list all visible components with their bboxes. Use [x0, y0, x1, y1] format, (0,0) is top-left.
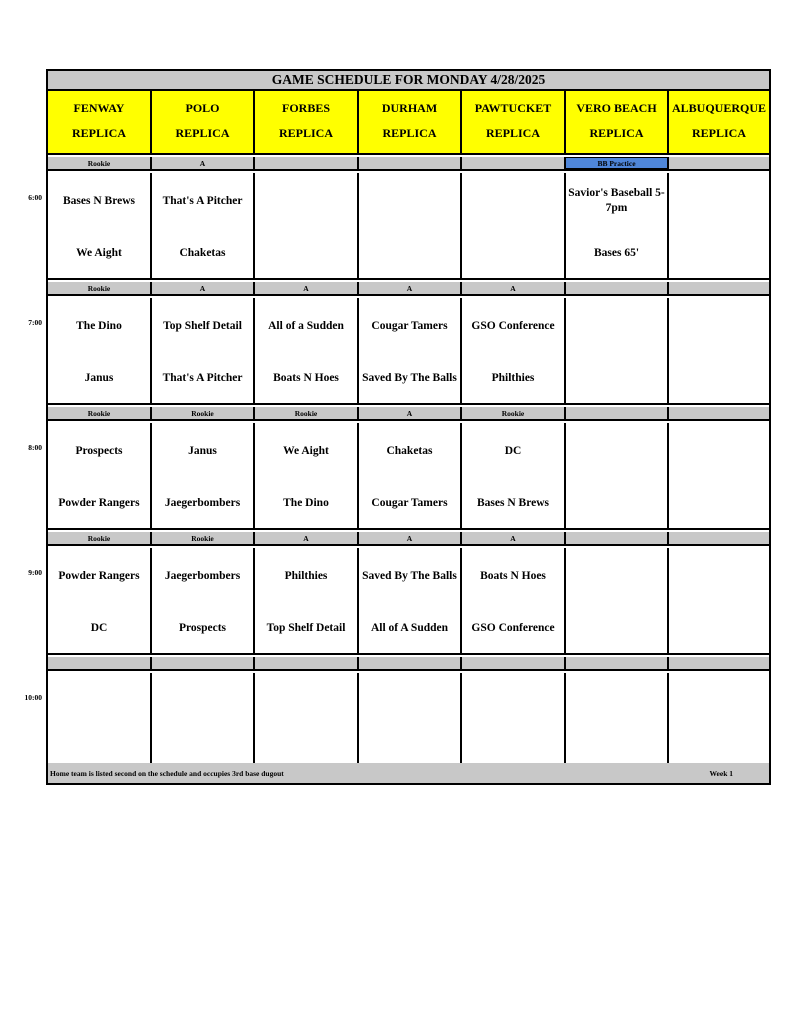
- field-sub: REPLICA: [382, 126, 437, 140]
- home-team: Boats N Hoes: [273, 371, 339, 384]
- field-name: FENWAY: [73, 101, 125, 115]
- away-team: [568, 685, 665, 717]
- division-row: [48, 532, 769, 546]
- game-cell: [152, 423, 255, 528]
- game-cell: [566, 548, 669, 653]
- game-cell: [566, 298, 669, 403]
- division-label: [566, 282, 669, 294]
- home-team: [671, 362, 767, 394]
- field-header-albuquerque: [669, 91, 769, 153]
- field-name: FORBES: [281, 101, 330, 115]
- field-header-durham: [359, 91, 462, 153]
- away-team: Top Shelf Detail: [163, 319, 242, 332]
- away-team: [361, 185, 458, 217]
- away-team: Cougar Tamers: [371, 319, 448, 332]
- home-team: [257, 237, 355, 269]
- away-team: All of a Sudden: [268, 319, 344, 332]
- division-row: [48, 407, 769, 421]
- game-cell: [462, 548, 566, 653]
- home-team: [671, 487, 767, 519]
- division-label: A: [152, 157, 255, 169]
- home-team: Powder Rangers: [58, 496, 140, 509]
- field-name: ALBUQUERQUE: [671, 101, 766, 115]
- away-team: That's A Pitcher: [162, 194, 243, 207]
- time-label: 6:00: [28, 193, 42, 202]
- division-label: [566, 532, 669, 544]
- game-cell: [669, 423, 769, 528]
- away-team: Bases N Brews: [63, 194, 135, 207]
- game-cell: [669, 298, 769, 403]
- field-sub: REPLICA: [691, 126, 746, 140]
- division-label: [669, 407, 769, 419]
- game-cell: [462, 423, 566, 528]
- away-team: Saved By The Balls: [362, 569, 457, 582]
- home-team: All of A Sudden: [370, 621, 449, 634]
- division-label: Rookie: [48, 407, 152, 419]
- away-team: GSO Conference: [471, 319, 555, 332]
- game-cell: [359, 173, 462, 278]
- schedule-title-bar: [48, 71, 769, 91]
- game-cell: [359, 423, 462, 528]
- division-label: A: [255, 282, 359, 294]
- field-sub: REPLICA: [278, 126, 333, 140]
- division-label: A: [462, 282, 566, 294]
- game-cell: [48, 298, 152, 403]
- time-label: 8:00: [28, 443, 42, 452]
- away-team: Prospects: [75, 444, 123, 457]
- division-label: [669, 282, 769, 294]
- home-team: Saved By The Balls: [362, 371, 457, 384]
- field-sub: REPLICA: [71, 126, 126, 140]
- away-team: [361, 685, 458, 717]
- schedule-table: [46, 69, 771, 785]
- footer-note: Home team is listed second on the schedule and occupies 3rd base dugout: [50, 768, 284, 778]
- division-label: A: [462, 532, 566, 544]
- division-row: [48, 282, 769, 296]
- footer-bar: [48, 763, 769, 783]
- away-team: [50, 685, 148, 717]
- game-cell: [669, 548, 769, 653]
- division-label: [566, 407, 669, 419]
- division-label: A: [255, 532, 359, 544]
- game-cell: [669, 173, 769, 278]
- division-label: A: [359, 407, 462, 419]
- game-cell: [152, 298, 255, 403]
- division-label: [669, 532, 769, 544]
- field-name: POLO: [185, 101, 220, 115]
- time-label: 9:00: [28, 568, 42, 577]
- field-sub: REPLICA: [175, 126, 230, 140]
- time-slot-row: [48, 173, 769, 280]
- time-label: 7:00: [28, 318, 42, 327]
- week-label: Week 1: [709, 768, 733, 778]
- away-team: [671, 685, 767, 717]
- away-team: Philthies: [284, 569, 328, 582]
- game-cell: [359, 548, 462, 653]
- time-slot-row: [48, 298, 769, 405]
- home-team: Bases N Brews: [477, 496, 549, 509]
- division-label: [462, 657, 566, 669]
- field-name: VERO BEACH: [576, 101, 657, 115]
- home-team: [568, 612, 665, 644]
- division-row: [48, 157, 769, 171]
- field-header-row: [48, 91, 769, 155]
- field-name: DURHAM: [381, 101, 438, 115]
- game-cell: [359, 298, 462, 403]
- away-team: Powder Rangers: [58, 569, 140, 582]
- home-team: That's A Pitcher: [162, 371, 243, 384]
- field-header-vero-beach: [566, 91, 669, 153]
- away-team: [257, 185, 355, 217]
- home-team: GSO Conference: [471, 621, 555, 634]
- division-label: Rookie: [462, 407, 566, 419]
- division-label: [669, 657, 769, 669]
- game-cell: [48, 173, 152, 278]
- home-team: [568, 487, 665, 519]
- away-team: [568, 310, 665, 342]
- division-label: Rookie: [48, 532, 152, 544]
- away-team: [671, 435, 767, 467]
- division-label: [359, 157, 462, 169]
- field-sub: REPLICA: [589, 126, 644, 140]
- game-cell: [48, 548, 152, 653]
- home-team: We Aight: [76, 246, 122, 259]
- away-team: Jaegerbombers: [164, 569, 241, 582]
- game-cell: [566, 173, 669, 278]
- division-label: Rookie: [152, 407, 255, 419]
- game-cell: [48, 423, 152, 528]
- home-team: Philthies: [491, 371, 535, 384]
- home-team: [568, 362, 665, 394]
- away-team: [568, 435, 665, 467]
- game-cell: [566, 423, 669, 528]
- away-team: [464, 185, 562, 217]
- away-team: [257, 685, 355, 717]
- division-row: [48, 657, 769, 671]
- time-slot-row: [48, 423, 769, 530]
- division-label: A: [359, 282, 462, 294]
- game-cell: [255, 548, 359, 653]
- away-team: The Dino: [76, 319, 122, 332]
- division-label: A: [152, 282, 255, 294]
- home-team: Top Shelf Detail: [266, 621, 346, 634]
- time-slot-row: [48, 548, 769, 655]
- away-team: [671, 560, 767, 592]
- away-team: We Aight: [283, 444, 329, 457]
- home-team: Cougar Tamers: [371, 496, 448, 509]
- division-label: [566, 657, 669, 669]
- home-team: [671, 237, 767, 269]
- field-header-forbes: [255, 91, 359, 153]
- home-team: Jaegerbombers: [164, 496, 241, 509]
- game-cell: [462, 173, 566, 278]
- away-team: [154, 685, 251, 717]
- game-cell: [152, 173, 255, 278]
- division-label: Rookie: [48, 157, 152, 169]
- division-label: Rookie: [48, 282, 152, 294]
- division-label: [359, 657, 462, 669]
- away-team: Savior's Baseball 5-7pm: [568, 187, 665, 214]
- home-team: Bases 65': [593, 246, 640, 259]
- game-cell: [462, 298, 566, 403]
- game-cell: [152, 548, 255, 653]
- home-team: The Dino: [283, 496, 329, 509]
- field-sub: REPLICA: [485, 126, 540, 140]
- away-team: [464, 685, 562, 717]
- division-label: [255, 157, 359, 169]
- field-header-fenway: [48, 91, 152, 153]
- away-team: Chaketas: [386, 444, 433, 457]
- field-header-polo: [152, 91, 255, 153]
- home-team: [361, 237, 458, 269]
- schedule-title: GAME SCHEDULE FOR MONDAY 4/28/2025: [271, 72, 546, 87]
- away-team: [568, 560, 665, 592]
- division-label: BB Practice: [566, 157, 669, 169]
- division-label: [152, 657, 255, 669]
- division-label: [255, 657, 359, 669]
- field-name: PAWTUCKET: [474, 101, 552, 115]
- division-label: Rookie: [255, 407, 359, 419]
- division-label: [462, 157, 566, 169]
- game-cell: [255, 173, 359, 278]
- division-label: [48, 657, 152, 669]
- home-team: Prospects: [178, 621, 227, 634]
- away-team: Boats N Hoes: [480, 569, 546, 582]
- time-label: 10:00: [24, 693, 42, 702]
- home-team: Chaketas: [179, 246, 226, 259]
- division-label: [669, 157, 769, 169]
- division-label: A: [359, 532, 462, 544]
- home-team: DC: [90, 621, 108, 634]
- field-header-pawtucket: [462, 91, 566, 153]
- division-label: Rookie: [152, 532, 255, 544]
- away-team: [671, 185, 767, 217]
- away-team: DC: [504, 444, 522, 457]
- away-team: [671, 310, 767, 342]
- home-team: Janus: [84, 371, 114, 384]
- home-team: [464, 237, 562, 269]
- away-team: Janus: [188, 444, 217, 457]
- home-team: [671, 612, 767, 644]
- game-cell: [255, 423, 359, 528]
- game-cell: [255, 298, 359, 403]
